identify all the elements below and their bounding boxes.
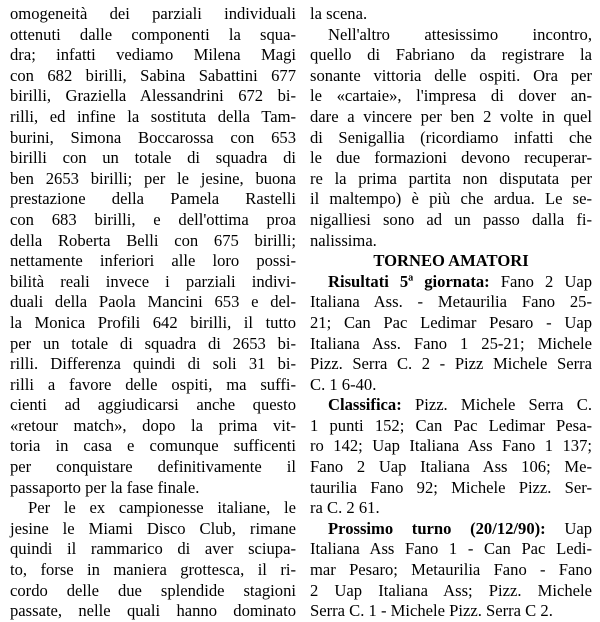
- text-line: birilli con un totale di squadra di: [10, 148, 296, 168]
- text-line: Pizz. Serra C. 2 - Pizz Michele Serra: [310, 354, 592, 374]
- right-column: [310, 4, 592, 622]
- text-line: Nell'altro attesissimo incontro,: [328, 24, 592, 44]
- section-heading: TORNEO AMATORI: [373, 251, 529, 271]
- text-line: Italiana Ass. Fano 1 25-21; Michele: [310, 333, 592, 353]
- standings-text: Pizz. Michele Serra C.: [401, 395, 592, 415]
- text-line: quello di Fabriano da registrare la: [310, 45, 592, 65]
- text-line: toria in casa e comunque sufficenti: [10, 436, 296, 456]
- text-line: di Senigallia (ricordiamo infatti che: [310, 127, 592, 147]
- text-line: passaporto per la fase finale.: [10, 477, 200, 497]
- text-line: nalissima.: [310, 230, 377, 250]
- text-line: mar Pesaro; Metaurilia Fano - Fano: [310, 560, 592, 580]
- text-line: jesine le Miami Disco Club, rimane: [10, 518, 296, 538]
- text-line: 2 Uap Italiana Ass; Pizz. Michele: [310, 580, 592, 600]
- text-line: bilità reali invece i parziali indivi-: [10, 271, 296, 291]
- text-line: con 682 birilli, Sabina Sabattini 677: [10, 65, 296, 85]
- text-line: per conquistare definitivamente il: [10, 457, 296, 477]
- text-line: della Roberta Belli con 675 birilli;: [10, 230, 296, 250]
- text-line: quindi il rammarico di aver sciupa-: [10, 539, 296, 559]
- text-line: ben 2653 birilli; per le jesine, buona: [10, 168, 296, 188]
- text-line: 1 punti 152; Can Pac Ledimar Pesa-: [310, 415, 592, 435]
- text-line: le due formazioni devono recuperar-: [310, 148, 592, 168]
- results-text: Fano 2 Uap: [489, 271, 592, 291]
- text-line: passate, nelle quali hanno dominato: [10, 601, 296, 621]
- text-line: la Monica Profili 642 birilli, il tutto: [10, 312, 296, 332]
- text-line: C. 1 6-40.: [310, 374, 377, 394]
- results-label: Risultati 5ª giornata:: [328, 271, 490, 291]
- text-line: burini, Simona Boccarossa con 653: [10, 127, 296, 147]
- text-line: Per le ex campionesse italiane, le: [28, 498, 296, 518]
- text-line: cordo delle due splendide stagioni: [10, 580, 296, 600]
- text-line: Italiana Ass. - Metaurilia Fano 25-: [310, 292, 592, 312]
- text-line: duali della Paola Mancini 653 e del-: [10, 292, 296, 312]
- text-line: per un totale di squadra di 2653 bi-: [10, 333, 296, 353]
- results-first-line: [310, 272, 592, 293]
- text-line: il maltempo) è più che ardua. Le se-: [310, 189, 592, 209]
- standings-label: Classifica:: [328, 395, 402, 415]
- text-line: Italiana Ass Fano 1 - Can Pac Ledi-: [310, 539, 592, 559]
- text-line: cienti ad aggiudicarsi anche questo: [10, 395, 296, 415]
- text-line: Fano 2 Uap Italiana Ass 106; Me-: [310, 457, 592, 477]
- text-line: taurilia Fano 92; Michele Pizz. Ser-: [310, 477, 592, 497]
- next-round-text: Uap: [545, 518, 592, 538]
- text-line: birilli, Graziella Alessandrini 672 bi-: [10, 86, 296, 106]
- next-round-label: Prossimo turno (20/12/90):: [328, 518, 546, 538]
- text-line: «retour match», dopo la prima vit-: [10, 415, 296, 435]
- text-line: nettamente inferiori alle loro possi-: [10, 251, 296, 271]
- text-line: con 683 birilli, e dell'ottima proa: [10, 209, 296, 229]
- text-line: rilli a favore delle ospiti, ma suffi-: [10, 374, 296, 394]
- text-line: to, forse in maniera grottesca, il ri-: [10, 560, 296, 580]
- text-line: dare a vincere per ben 2 volte in quel: [310, 106, 592, 126]
- text-line: rilli, ed infine la sostituta della Tam-: [10, 106, 296, 126]
- text-line: 21; Can Pac Ledimar Pesaro - Uap: [310, 312, 592, 332]
- text-line: nigalliesi sono ad un passo dalla fi-: [310, 209, 592, 229]
- next-round-first-line: [310, 519, 592, 540]
- text-line: sonante vittoria delle ospiti. Ora per: [310, 65, 592, 85]
- text-line: dra; infatti vediamo Milena Magi: [10, 45, 296, 65]
- left-column: [10, 4, 296, 622]
- text-line: ro 142; Uap Italiana Ass Fano 1 137;: [310, 436, 592, 456]
- text-line: le «cartaie», l'impresa di dover an-: [310, 86, 592, 106]
- text-line: la scena.: [310, 4, 368, 23]
- text-line: Serra C. 1 - Michele Pizz. Serra C 2.: [310, 601, 553, 621]
- text-line: omogeneità dei parziali individuali: [10, 4, 296, 23]
- text-line: ra C. 2 61.: [310, 498, 380, 518]
- standings-first-line: [310, 395, 592, 416]
- text-line: re la prima partita non disputata per: [310, 168, 592, 188]
- text-line: prestazione della Pamela Rastelli: [10, 189, 296, 209]
- text-line: ottenuti dalle componenti la squa-: [10, 24, 296, 44]
- text-line: rilli. Differenza quindi di soli 31 bi-: [10, 354, 296, 374]
